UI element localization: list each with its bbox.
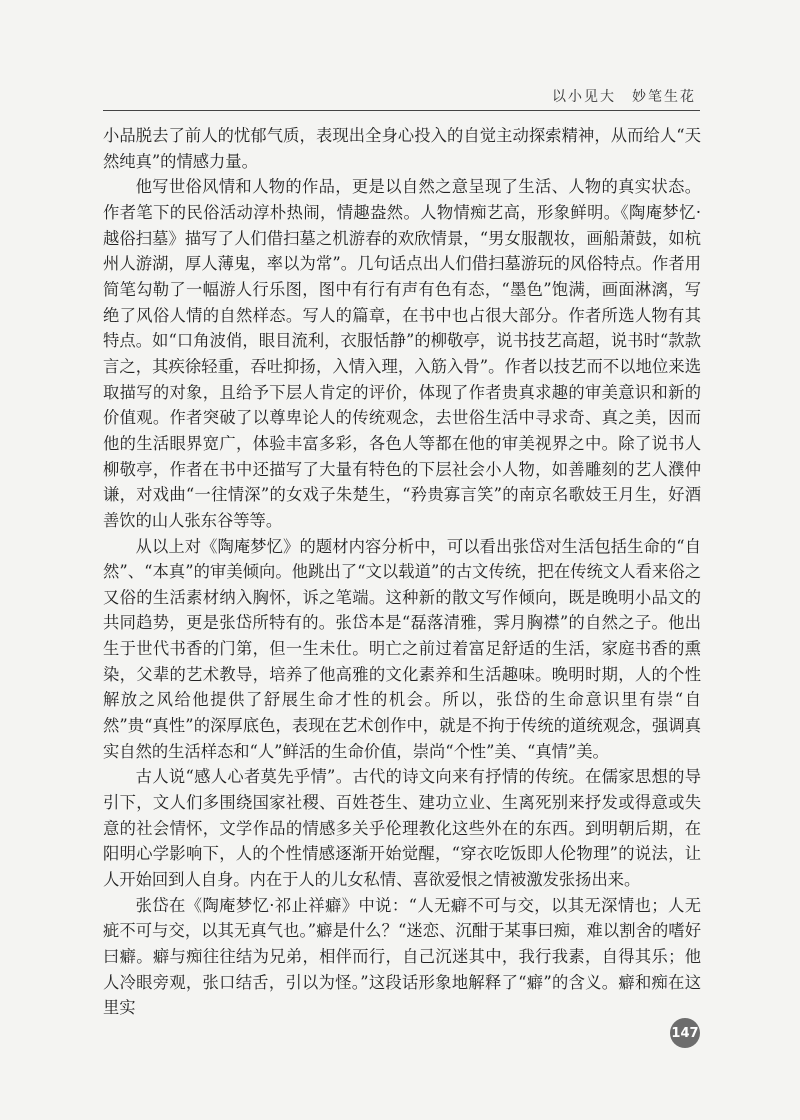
running-head-title: 以小见大 妙笔生花 [552,89,696,105]
paragraph-obsession: 张岱在《陶庵梦忆·祁止祥癖》中说：“人无癖不可与交，以其无深情也；人无疵不可与交，以其无真气也。”癖是什么？“迷恋、沉酣于某事曰痴，难以割舍的嗜好曰癖。癖与痴往往结为兄弟，相伴而行，自己沉迷其中，我行我素，自得其乐；他人冷眼旁观，张口结舌，引以为怪。”这段话形象地解释了“癖”的含义。癖和痴在这里实 [103,895,701,1018]
header-divider [103,110,700,111]
paragraph-continuation: 小品脱去了前人的忧郁气质，表现出全身心投入的自觉主动探索精神，从而给人“天然纯真”的情感力量。 [103,126,701,171]
paragraph-folk-customs: 他写世俗风情和人物的作品，更是以自然之意呈现了生活、人物的真实状态。作者笔下的民俗活动淳朴热闹，情趣盎然。人物情痴艺高，形象鲜明。《陶庵梦忆·越俗扫墓》描写了人们借扫墓之机游春的欢欣情景，“男女服靓妆，画船萧鼓，如杭州人游湖，厚人薄鬼，率以为常”。几句话点出人们借扫墓游玩的风俗特点。作者用简笔勾勒了一幅游人行乐图，图中有行有声有色有态，“墨色”饱满，画面淋漓，写绝了风俗人情的自然样态。写人的篇章，在书中也占很大部分。作者所选人物有其特点。如“口角波俏，眼目流利，衣服恬静”的柳敬亭，说书技艺高超，说书时“款款言之，其疾徐轻重，吞吐抑扬，入情入理，入筋入骨”。作者以技艺而不以地位来选取描写的对象，且给予下层人肯定的评价，体现了作者贵真求趣的审美意识和新的价值观。作者突破了以尊卑论人的传统观念，去世俗生活中寻求奇、真之美，因而他的生活眼界宽广，体验丰富多彩，各色人等都在他的审美视界之中。除了说书人柳敬亭，作者在书中还描写了大量有特色的下层社会小人物，如善雕刻的艺人濮仲谦，对戏曲“一往情深”的女戏子朱楚生，“矜贵寡言笑”的南京名歌妓王月生，好酒善饮的山人张东谷等等。 [103,177,701,530]
page-body [103,123,701,1021]
paragraph-aesthetic-tendency: 从以上对《陶庵梦忆》的题材内容分析中，可以看出张岱对生活包括生命的“自然”、“本真”的审美倾向。他跳出了“文以载道”的古文传统，把在传统文人看来俗之又俗的生活素材纳入胸怀，诉之笔端。这种新的散文写作倾向，既是晚明小品文的共同趋势，更是张岱所特有的。张岱本是“磊落清雅，霁月胸襟”的自然之子。他出生于世代书香的门第，但一生未仕。明亡之前过着富足舒适的生活，家庭书香的熏染，父辈的艺术教导，培养了他高雅的文化素养和生活趣味。晚明时期，人的个性解放之风给他提供了舒展生命才性的机会。所以，张岱的生命意识里有崇“自然”贵“真性”的深厚底色，表现在艺术创作中，就是不拘于传统的道统观念，强调真实自然的生活样态和“人”鲜活的生命价值，崇尚“个性”美、“真情”美。 [103,536,701,761]
page-number-badge: 147 [670,1018,700,1048]
paragraph-emotion-tradition: 古人说“感人心者莫先乎情”。古代的诗文向来有抒情的传统。在儒家思想的导引下，文人们多围绕国家社稷、百姓苍生、建功立业、生离死别来抒发或得意或失意的社会情怀，文学作品的情感多关乎伦理教化这些外在的东西。到明朝后期，在阳明心学影响下，人的个性情感逐渐开始觉醒，“穿衣吃饭即人伦物理”的说法，让人开始回到人自身。内在于人的儿女私情、喜欲爱恨之情被激发张扬出来。 [103,767,701,890]
